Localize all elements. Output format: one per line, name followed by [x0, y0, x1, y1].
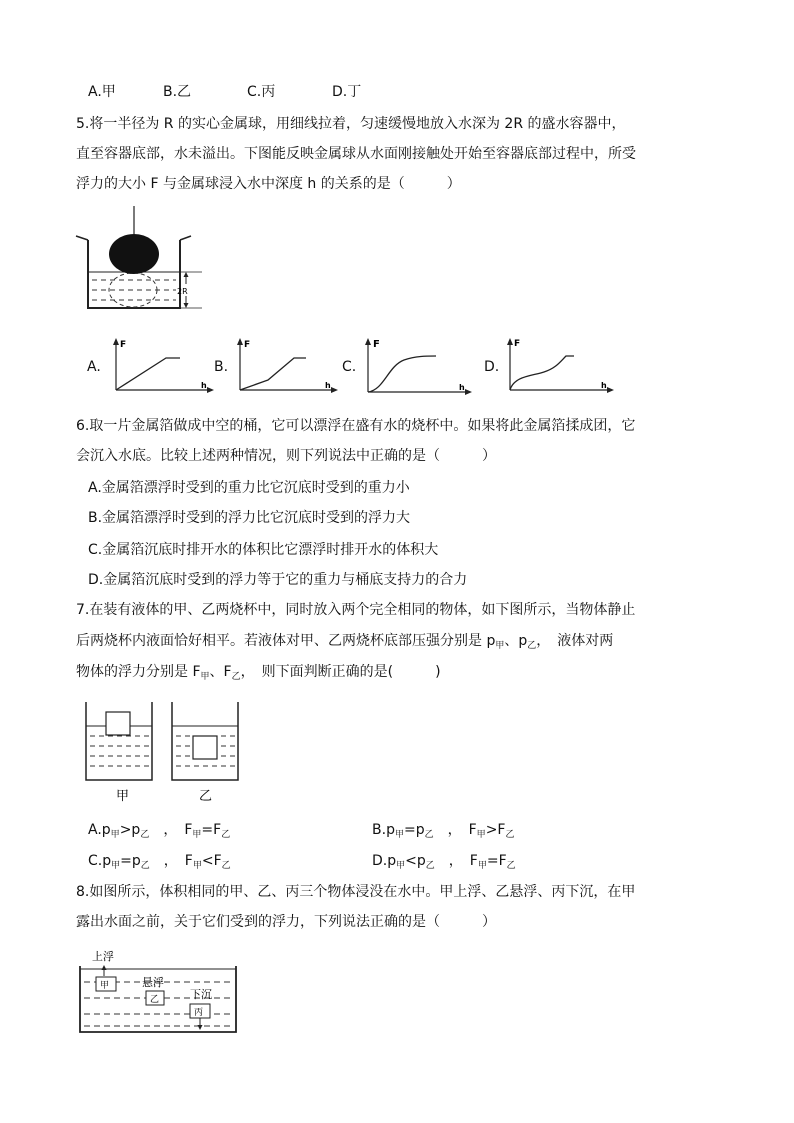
q4-option-a: A.甲: [88, 84, 116, 100]
q5-graph-option-d: D.: [484, 359, 500, 375]
q5-container-figure: [74, 206, 204, 316]
q7-stem-line-3: 物体的浮力分别是 $F_甲$、$F_乙$， 则下面判断正确的是( ): [76, 664, 441, 682]
q8-stem-line-2: 露出水面之前，关于它们受到的浮力，下列说法正确的是（ ）: [76, 914, 496, 930]
q5-graph-a: [108, 338, 218, 398]
q5-graph-b-y-label: F: [244, 340, 251, 350]
q5-graph-c: [360, 336, 475, 400]
q5-stem-line-2: 直至容器底部，水未溢出。下图能反映金属球从水面刚接触处开始至容器底部过程中，所受: [76, 146, 636, 162]
q6-option-d: D.金属箔沉底时受到的浮力等于它的重力与桶底支持力的合力: [88, 572, 468, 588]
q5-graph-option-a: A.: [87, 359, 101, 375]
q5-graph-d: [502, 336, 617, 398]
q7-option-c: $C.p_甲=p_乙$ ， $F_甲<F_乙$: [88, 853, 231, 871]
q7-stem-line-2: 后两烧杯内液面恰好相平。若液体对甲、乙两烧杯底部压强分别是 $p_甲$、$p_乙$， 液体对两: [76, 633, 614, 651]
q6-stem-line-1: 6.取一片金属箔做成中空的桶，它可以漂浮在盛有水的烧杯中。如果将此金属箔揉成团，它: [76, 418, 636, 434]
q6-stem-line-2: 会沉入水底。比较上述两种情况，则下列说法中正确的是（ ）: [76, 448, 496, 464]
q8-label-b: 乙: [150, 995, 160, 1005]
q4-option-d: D.丁: [332, 84, 362, 100]
q4-option-c: C.丙: [247, 84, 276, 100]
q5-graph-b: [232, 338, 342, 398]
q7-option-d: $D.p_甲<p_乙$ ， $F_甲=F_乙$: [372, 853, 516, 871]
q4-option-b: B.乙: [163, 84, 192, 100]
q8-label-up: 上浮: [92, 950, 114, 963]
q8-figure: [76, 946, 246, 1038]
q5-graph-c-y-label: F: [373, 339, 380, 350]
q7-beakers-figure: [82, 700, 262, 808]
q5-stem-line-3: 浮力的大小 F 与金属球浸入水中深度 h 的关系的是（ ）: [76, 176, 461, 192]
q7-beaker-label-yi: 乙: [199, 789, 213, 804]
q6-option-c: C.金属箔沉底时排开水的体积比它漂浮时排开水的体积大: [88, 542, 439, 558]
q6-option-a: A.金属箔漂浮时受到的重力比它沉底时受到的重力小: [88, 480, 410, 496]
q8-label-c: 丙: [194, 1008, 204, 1018]
q7-option-a: $A.p_甲>p_乙$ ， $F_甲=F_乙$: [88, 822, 231, 840]
q5-graph-c-x-label: h: [459, 383, 465, 392]
q5-graph-a-y-label: F: [120, 340, 127, 350]
q5-figure-label-2r: 2R: [177, 287, 188, 296]
q8-stem-line-1: 8.如图所示，体积相同的甲、乙、丙三个物体浸没在水中。甲上浮、乙悬浮、丙下沉，在甲: [76, 884, 636, 900]
q5-graph-option-b: B.: [214, 359, 229, 375]
q6-option-b: B.金属箔漂浮时受到的浮力比它沉底时受到的浮力大: [88, 510, 411, 526]
q7-beaker-label-jia: 甲: [116, 789, 130, 804]
q8-label-down: 下沉: [190, 988, 212, 1001]
q5-graph-b-x-label: h: [325, 381, 331, 390]
q8-label-suspend: 悬浮: [142, 976, 164, 989]
q5-graph-d-x-label: h: [601, 381, 607, 390]
q5-graph-d-y-label: F: [514, 339, 521, 349]
q8-label-a: 甲: [100, 981, 110, 991]
q7-stem-line-1: 7.在装有液体的甲、乙两烧杯中，同时放入两个完全相同的物体，如下图所示，当物体静止: [76, 602, 636, 618]
q5-graph-a-x-label: h: [201, 381, 207, 390]
q5-graph-option-c: C.: [342, 359, 357, 375]
q5-stem-line-1: 5.将一半径为 R 的实心金属球，用细线拉着，匀速缓慢地放入水深为 2R 的盛水容器中，: [76, 116, 626, 132]
q7-option-b: $B.p_甲=p_乙$ ， $F_甲>F_乙$: [372, 822, 515, 840]
